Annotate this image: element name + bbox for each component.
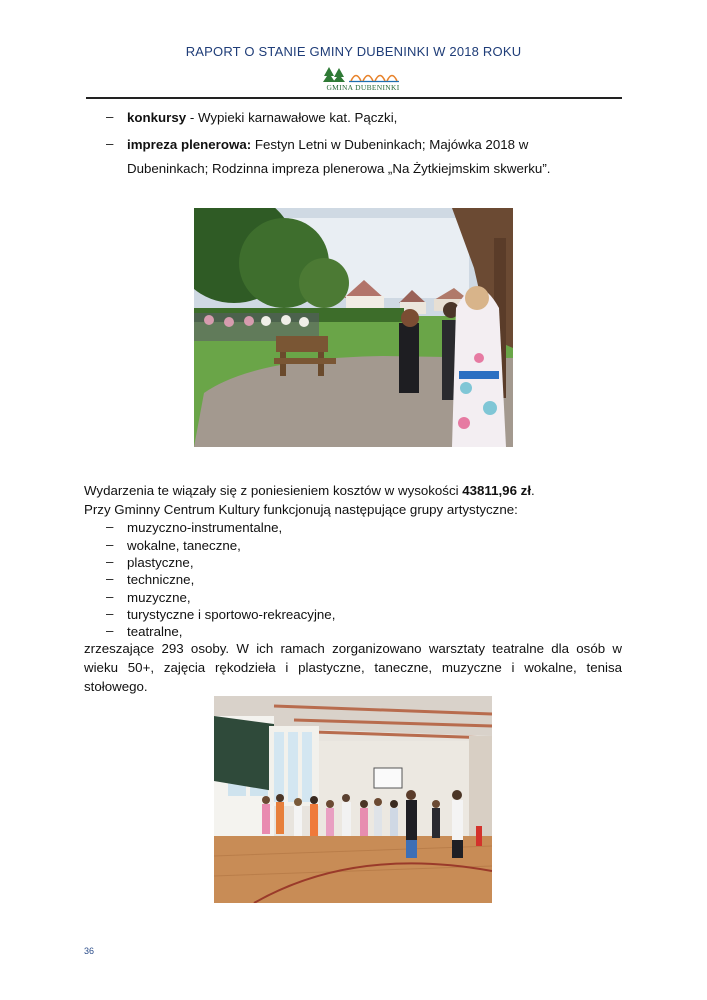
list-item-konkursy [127, 109, 397, 126]
cost-sentence [84, 482, 535, 499]
list-item-label: konkursy [127, 110, 187, 125]
group-item: muzyczno-instrumentalne, [127, 520, 283, 535]
list-dash: – [106, 519, 114, 534]
list-dash: – [106, 554, 114, 569]
group-item: muzyczne, [127, 590, 191, 605]
municipality-logo [323, 66, 403, 94]
page-header-title: RAPORT O STANIE GMINY DUBENINKI W 2018 ROKU [185, 44, 522, 59]
logo-trees-icon [323, 66, 403, 84]
group-item: techniczne, [127, 572, 195, 587]
cost-end: . [531, 483, 535, 498]
list-dash: – [106, 136, 114, 151]
group-item: turystyczne i sportowo-rekreacyjne, [127, 607, 336, 622]
list-dash: – [106, 109, 114, 124]
list-item-impreza [127, 136, 528, 153]
list-item-text: Festyn Letni w Dubeninkach; Majówka 2018 w [251, 137, 529, 152]
page-number: 36 [84, 946, 95, 956]
paragraph-line: zrzeszające 293 osoby. W ich ramach zorganizowano warsztaty teatralne dla osób w [84, 641, 622, 656]
gym-dance-photo [214, 696, 492, 903]
outdoor-festival-photo [194, 208, 513, 447]
list-dash: – [106, 606, 114, 621]
logo-text: GMINA DUBENINKI [326, 83, 400, 92]
list-dash: – [106, 589, 114, 604]
list-dash: – [106, 623, 114, 638]
paragraph-line: stołowego. [84, 679, 148, 694]
list-item-label: impreza plenerowa: [127, 137, 252, 152]
cost-amount: 43811,96 zł [462, 483, 532, 498]
list-dash: – [106, 571, 114, 586]
group-item: teatralne, [127, 624, 183, 639]
list-item-text: - Wypieki karnawałowe kat. Pączki, [186, 110, 398, 125]
cost-text: Wydarzenia te wiązały się z poniesieniem kosztów w wysokości [84, 483, 463, 498]
header-rule [86, 97, 622, 99]
group-item: plastyczne, [127, 555, 194, 570]
list-dash: – [106, 537, 114, 552]
groups-intro: Przy Gminny Centrum Kultury funkcjonują następujące grupy artystyczne: [84, 502, 518, 517]
list-item-continuation: Dubeninkach; Rodzinna impreza plenerowa „Na Żytkiejmskim skwerku”. [127, 161, 551, 176]
group-item: wokalne, taneczne, [127, 538, 241, 553]
paragraph-line: wieku 50+, zajęcia rękodzieła i plastyczne, taneczne, muzyczne i wokalne, tenisa [84, 660, 622, 675]
